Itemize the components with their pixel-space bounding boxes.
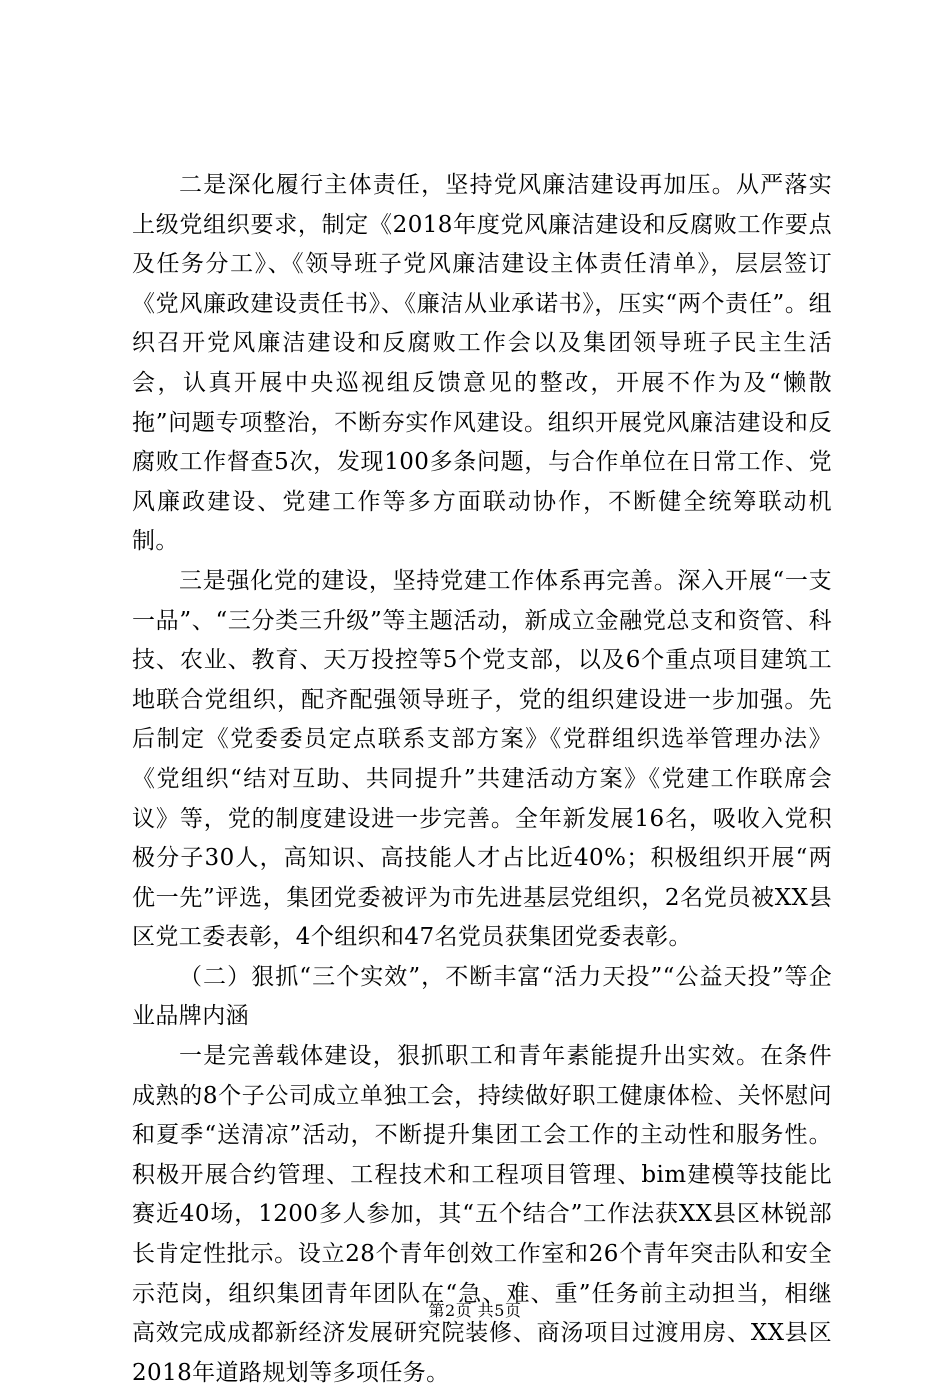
paragraph-party-building: 三是强化党的建设，坚持党建工作体系再完善。深入开展“一支一品”、“三分类三升级”等主题活动，新成立金融党总支和资管、科技、农业、教育、天万投控等5个党支部，以及6个重点项目建筑工地联合党组织，配齐配强领导班子，党的组织建设进一步加强。先后制定《党委委员定点联系支部方案》《党群组织选举管理办法》《党组织“结对互助、共同提升”共建活动方案》《党建工作联席会议》等，党的制度建设进一步完善。全年新发展16名，吸收入党积极分子30人，高知识、高技能人才占比近40%；积极组织开展“两优一先”评选，集团党委被评为市先进基层党组织，2名党员被XX县区党工委表彰，4个组织和47名党员获集团党委表彰。: [132, 567, 832, 951]
page-number-footer: 第2页 共5页: [428, 1301, 522, 1320]
paragraph-strengthen-responsibility: 二是深化履行主体责任，坚持党风廉洁建设再加压。从严落实上级党组织要求，制定《2018年度党风廉洁建设和反腐败工作要点及任务分工》、《领导班子党风廉洁建设主体责任清单》，层层签订《党风廉政建设责任书》、《廉洁从业承诺书》，压实“两个责任”。组织召开党风廉洁建设和反腐败工作会以及集团领导班子民主生活会，认真开展中央巡视组反馈意见的整改，开展不作为及“懒散拖”问题专项整治，不断夯实作风建设。组织开展党风廉洁建设和反腐败工作督查5次，发现100多条问题，与合作单位在日常工作、党风廉政建设、党建工作等多方面联动协作，不断健全统筹联动机制。: [132, 172, 832, 555]
section-heading-three-results: （二）狠抓“三个实效”，不断丰富“活力天投”“公益天投”等企业品牌内涵: [132, 963, 832, 1030]
document-body: [132, 166, 832, 1393]
paragraph-carrier-construction: 一是完善载体建设，狠抓职工和青年素能提升出实效。在条件成熟的8个子公司成立单独工会，持续做好职工健康体检、关怀慰问和夏季“送清凉”活动，不断提升集团工会工作的主动性和服务性。积极开展合约管理、工程技术和工程项目管理、bim建模等技能比赛近40场，1200多人参加，其“五个结合”工作法获XX县区林锐部长肯定性批示。设立28个青年创效工作室和26个青年突击队和安全示范岗，组织集团青年团队在“急、难、重”任务前主动担当，相继高效完成成都新经济发展研究院装修、商汤项目过渡用房、XX县区2018年道路规划等多项任务。: [132, 1043, 832, 1386]
